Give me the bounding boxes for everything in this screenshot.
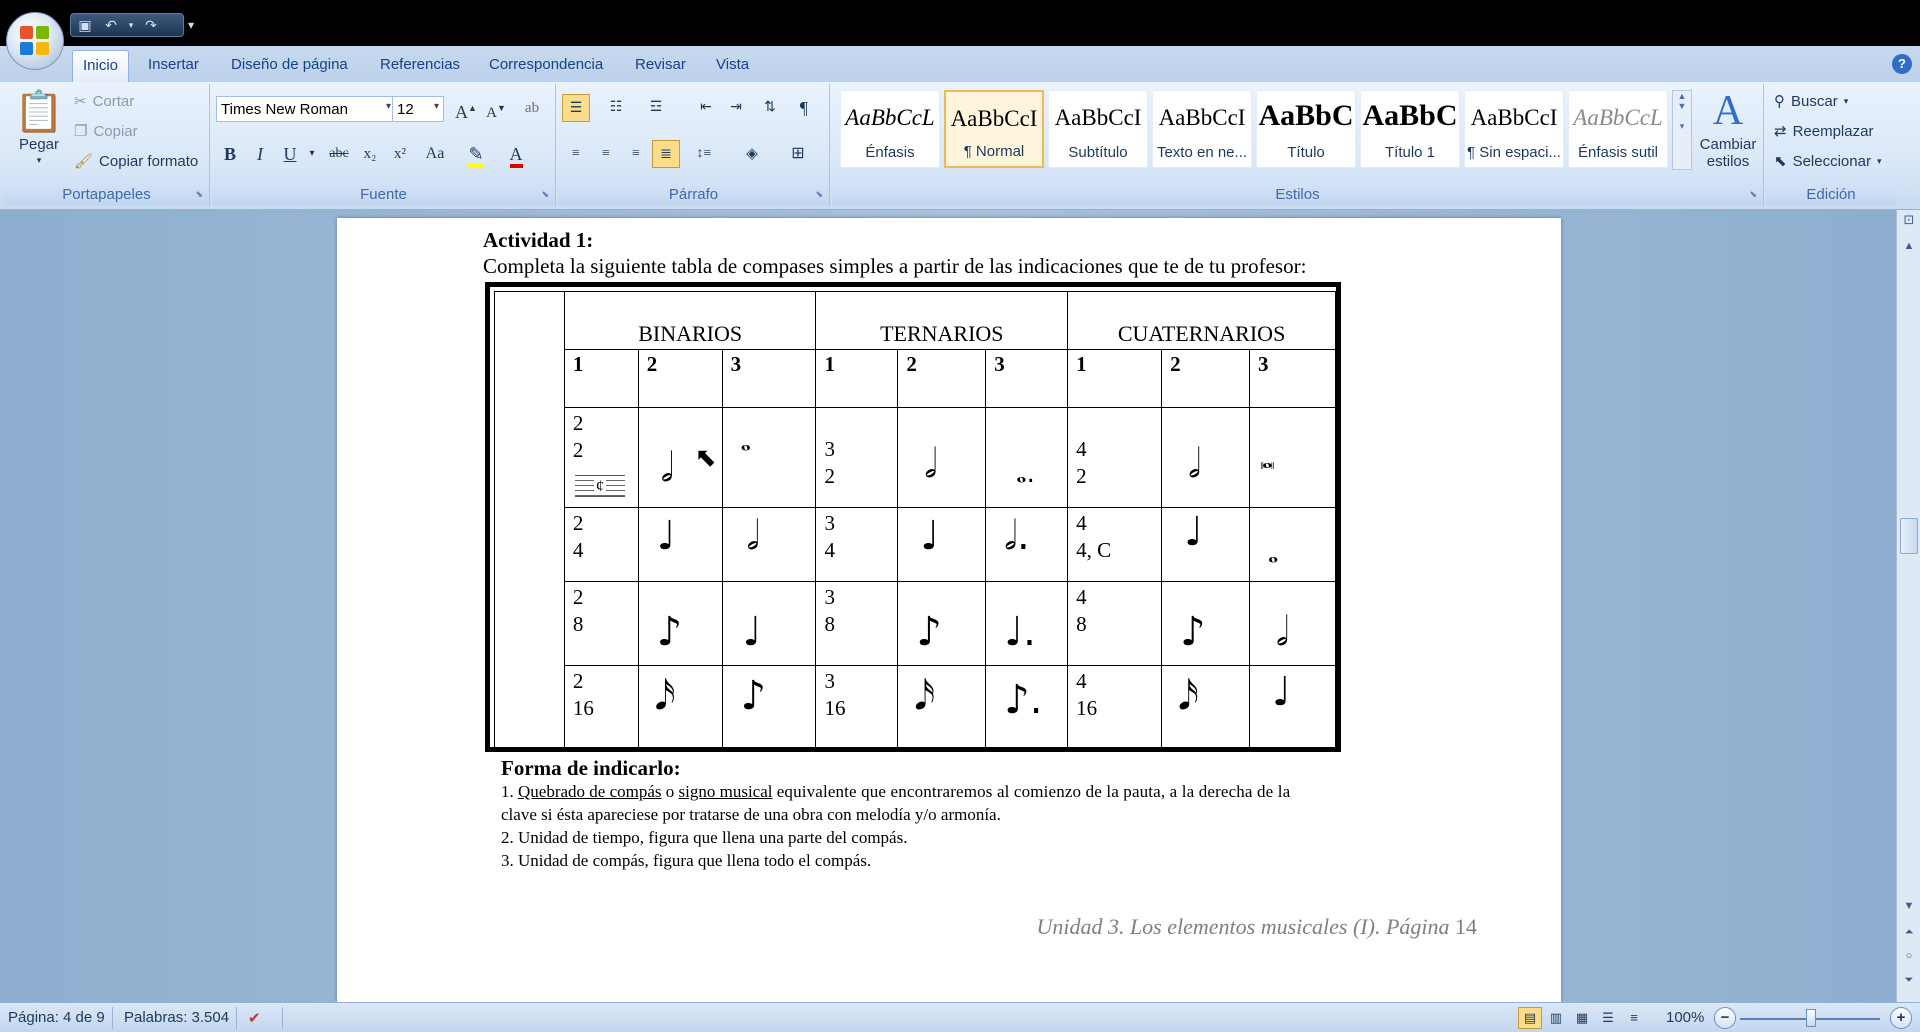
denominator: 4, C bbox=[1076, 538, 1112, 562]
increase-indent-icon[interactable]: ⇥ bbox=[730, 100, 742, 115]
subheader-cell: 3 bbox=[722, 350, 816, 408]
activity-description: Completa la siguiente tabla de compases simples a partir de las indicaciones que te de tu profesor: bbox=[483, 254, 1307, 278]
decrease-indent-icon[interactable]: ⇤ bbox=[700, 100, 712, 115]
underline-button[interactable]: U bbox=[283, 144, 297, 164]
style-normal[interactable] bbox=[944, 90, 1044, 168]
document-area bbox=[0, 210, 1896, 1002]
footer-text: Unidad 3. Los elementos musicales (I). Página bbox=[1036, 914, 1450, 939]
justify-icon[interactable]: ≣ bbox=[652, 140, 680, 168]
align-right-icon[interactable]: ≡ bbox=[632, 146, 640, 161]
print-layout-view-icon[interactable]: ▤ bbox=[1518, 1007, 1542, 1029]
whole-note-icon: 𝅝 bbox=[1268, 539, 1279, 569]
denominator: 2 bbox=[824, 464, 835, 488]
font-name-combo[interactable] bbox=[216, 96, 396, 122]
forma-item-1-continued: clave si ésta apareciese por tratarse de una obra con melodía y/o armonía. bbox=[501, 805, 1001, 824]
note-cell bbox=[986, 666, 1068, 750]
style-sample: AaBbCcI bbox=[950, 106, 1038, 131]
music-table bbox=[494, 291, 1336, 750]
breve-note-icon: 𝅜 bbox=[1260, 445, 1275, 475]
forma-item-1-text: equivalente que encontraremos al comienzo de la pauta, a la derecha de la bbox=[776, 782, 1291, 801]
dotted-half-note-icon: 𝅗𝅥. bbox=[1004, 513, 1030, 559]
replace-button[interactable] bbox=[1774, 122, 1873, 140]
half-note-icon: 𝅗𝅥 bbox=[924, 441, 938, 487]
mouse-cursor-icon: ⬉ bbox=[694, 443, 717, 473]
ribbon bbox=[0, 82, 1920, 210]
dialog-launcher-icon[interactable]: ⬊ bbox=[1749, 189, 1757, 199]
group-label-clipboard: Portapapeles bbox=[4, 184, 209, 206]
office-logo-icon bbox=[20, 26, 50, 56]
zoom-slider-thumb[interactable] bbox=[1806, 1009, 1816, 1027]
style-enfasis[interactable] bbox=[840, 90, 940, 168]
numerator: 4 bbox=[1076, 585, 1087, 609]
tab-referencias[interactable]: Referencias bbox=[380, 56, 461, 73]
dialog-launcher-icon[interactable]: ⬊ bbox=[195, 189, 203, 199]
denominator: 2 bbox=[572, 438, 584, 462]
style-name: Título 1 bbox=[1384, 144, 1436, 161]
style-name: Texto en ne... bbox=[1156, 144, 1248, 161]
quick-access-toolbar bbox=[70, 13, 184, 37]
sixteenth-note-icon: 𝅘𝅥𝅯 bbox=[914, 673, 936, 719]
format-painter-label: Copiar formato bbox=[99, 152, 199, 170]
italic-button[interactable]: I bbox=[257, 144, 263, 164]
music-table-frame bbox=[485, 282, 1341, 752]
change-styles-button[interactable] bbox=[1694, 86, 1762, 170]
copy-label: Copiar bbox=[93, 122, 138, 140]
denominator: 16 bbox=[572, 696, 594, 720]
zoom-level[interactable]: 100% bbox=[1666, 1009, 1705, 1026]
subheader-cell: 2 bbox=[638, 350, 722, 408]
style-name: Énfasis sutil bbox=[1577, 144, 1659, 161]
sort-icon[interactable]: ⇅ bbox=[764, 100, 776, 115]
half-note-icon: 𝅗𝅥 bbox=[1276, 609, 1289, 655]
group-label-paragraph: Párrafo bbox=[558, 184, 829, 206]
table-side-column bbox=[495, 292, 565, 750]
note-cell bbox=[1162, 408, 1250, 508]
style-sample: AaBbCcI bbox=[1054, 105, 1142, 130]
group-label-styles: Estilos bbox=[832, 184, 1763, 206]
status-separator bbox=[112, 1007, 113, 1029]
outline-view-icon[interactable]: ☰ bbox=[1602, 1010, 1614, 1025]
time-signature-cell bbox=[1068, 408, 1162, 508]
chevron-down-icon[interactable]: ▾ bbox=[309, 148, 315, 159]
strikethrough-button[interactable]: abc bbox=[329, 146, 349, 161]
subscript-button[interactable]: x₂ bbox=[363, 146, 377, 162]
time-signature-cell bbox=[564, 582, 638, 666]
select-label: Seleccionar bbox=[1792, 152, 1871, 170]
numerator: 3 bbox=[824, 669, 835, 693]
copy-button[interactable] bbox=[74, 122, 138, 140]
status-bar bbox=[0, 1002, 1920, 1032]
clear-format-icon[interactable]: ab bbox=[524, 100, 540, 116]
note-cell bbox=[722, 408, 816, 508]
align-left-icon[interactable]: ≡ bbox=[572, 146, 580, 161]
note-cell bbox=[638, 666, 722, 750]
numerator: 4 bbox=[1076, 511, 1087, 535]
status-separator bbox=[282, 1007, 283, 1029]
group-paragraph bbox=[558, 84, 830, 206]
cursor-icon: ⬉ bbox=[1774, 153, 1787, 170]
subheader-cell: 2 bbox=[1162, 350, 1250, 408]
tab-inicio[interactable]: Inicio bbox=[72, 50, 129, 82]
note-cell bbox=[986, 508, 1068, 582]
line-spacing-icon[interactable]: ↕≡ bbox=[696, 146, 712, 161]
pilcrow-icon[interactable]: ¶ bbox=[799, 98, 809, 118]
draft-view-icon[interactable]: ≡ bbox=[1630, 1010, 1638, 1025]
style-name: Título bbox=[1287, 144, 1325, 161]
change-styles-icon: A bbox=[1712, 88, 1744, 134]
numerator: 2 bbox=[572, 511, 584, 535]
note-cell bbox=[1162, 582, 1250, 666]
header-cuaternarios: CUATERNARIOS bbox=[1068, 292, 1336, 350]
find-button[interactable] bbox=[1774, 92, 1848, 110]
forma-item-1-number: 1. bbox=[501, 782, 514, 801]
style-name: Énfasis bbox=[865, 144, 915, 161]
font-size-value: 12 bbox=[397, 101, 414, 118]
group-label-font: Fuente bbox=[212, 184, 555, 206]
style-subtitulo[interactable] bbox=[1048, 90, 1148, 168]
replace-icon: ⇄ bbox=[1774, 123, 1787, 140]
time-signature-cell bbox=[816, 666, 898, 750]
time-signature-cell bbox=[816, 408, 898, 508]
paste-label: Pegar bbox=[18, 136, 60, 153]
status-separator bbox=[236, 1007, 237, 1029]
tab-insertar[interactable]: Insertar bbox=[148, 56, 199, 73]
denominator: 4 bbox=[824, 538, 835, 562]
cut-label: Cortar bbox=[92, 92, 135, 110]
style-enfasis-sutil[interactable] bbox=[1568, 90, 1668, 168]
dotted-whole-note-icon: 𝅝. bbox=[1016, 459, 1035, 489]
help-icon[interactable]: ? bbox=[1892, 54, 1912, 74]
group-clipboard bbox=[4, 84, 210, 206]
forma-title: Forma de indicarlo: bbox=[501, 756, 681, 780]
style-gallery bbox=[840, 90, 1664, 170]
align-center-icon[interactable]: ≡ bbox=[602, 146, 610, 161]
subheader-cell: 3 bbox=[1250, 350, 1336, 408]
half-note-icon: 𝅗𝅥 bbox=[1188, 441, 1201, 487]
highlight-icon[interactable]: ✎ bbox=[462, 140, 490, 168]
ribbon-tabs bbox=[0, 46, 1920, 82]
note-cell bbox=[986, 408, 1068, 508]
next-page-icon[interactable]: ⏷ bbox=[1904, 974, 1914, 986]
note-cell bbox=[638, 582, 722, 666]
change-case-button[interactable]: Aa bbox=[425, 145, 445, 162]
denominator: 4 bbox=[572, 538, 584, 562]
dialog-launcher-icon[interactable]: ⬊ bbox=[815, 189, 823, 199]
tab-revisar[interactable]: Revisar bbox=[635, 56, 686, 73]
numerator: 2 bbox=[572, 669, 584, 693]
note-cell bbox=[898, 508, 986, 582]
zoom-out-icon[interactable]: − bbox=[1714, 1007, 1736, 1029]
subheader-cell: 1 bbox=[816, 350, 898, 408]
style-gallery-scroll[interactable]: ▲ ▼ ▾ bbox=[1672, 90, 1692, 170]
eighth-note-icon: ♪ bbox=[1180, 609, 1206, 655]
eighth-note-icon: ♪ bbox=[740, 673, 767, 719]
numerator: 3 bbox=[824, 585, 835, 609]
note-cell bbox=[1162, 666, 1250, 750]
sixteenth-note-icon: 𝅘𝅥𝅯 bbox=[1178, 673, 1199, 719]
numerator: 4 bbox=[1076, 437, 1087, 461]
time-signature-cell bbox=[816, 582, 898, 666]
tab-diseno-pagina[interactable]: Diseño de página bbox=[231, 56, 348, 73]
previous-page-icon[interactable]: ⏶ bbox=[1904, 926, 1914, 938]
numerator: 3 bbox=[824, 511, 835, 535]
zoom-in-icon[interactable]: + bbox=[1890, 1007, 1912, 1029]
group-font bbox=[212, 84, 556, 206]
whole-note-icon: 𝅝 bbox=[740, 427, 751, 457]
note-cell bbox=[722, 508, 816, 582]
chevron-down-icon: ▾ bbox=[1843, 95, 1849, 106]
font-color-icon[interactable]: A bbox=[502, 140, 530, 168]
note-cell bbox=[898, 582, 986, 666]
denominator: 8 bbox=[572, 612, 584, 636]
numbering-icon[interactable]: ☷ bbox=[609, 100, 623, 115]
numerator: 4 bbox=[1076, 669, 1087, 693]
bold-button[interactable]: B bbox=[223, 144, 236, 164]
shading-icon[interactable]: ◈ bbox=[746, 146, 758, 162]
style-sample: AaBbCcL bbox=[1573, 105, 1663, 130]
denominator: 2 bbox=[1076, 464, 1087, 488]
activity-title: Actividad 1: bbox=[483, 228, 594, 252]
sixteenth-note-icon: 𝅘𝅥𝅯 bbox=[654, 673, 676, 719]
footer-page-number: 14 bbox=[1455, 914, 1477, 939]
page-count[interactable]: Página: 4 de 9 bbox=[8, 1009, 105, 1026]
note-cell bbox=[1250, 666, 1336, 750]
proofing-icon[interactable]: ✔ bbox=[248, 1010, 261, 1027]
style-sample: AaBbCcI bbox=[1158, 105, 1246, 130]
half-note-icon: 𝅗𝅥 bbox=[746, 513, 760, 559]
group-editing bbox=[1766, 84, 1896, 206]
ruler-toggle-icon[interactable]: ⊡ bbox=[1903, 212, 1915, 227]
note-cell bbox=[1162, 508, 1250, 582]
style-name: ¶ Normal bbox=[963, 143, 1025, 160]
alla-breve-staff-icon bbox=[575, 475, 625, 497]
shrink-font-icon[interactable]: A▼ bbox=[486, 103, 506, 121]
web-layout-icon[interactable]: ▦ bbox=[1575, 1010, 1589, 1025]
redo-icon[interactable]: ↷ bbox=[145, 17, 157, 33]
time-signature-cell bbox=[564, 508, 638, 582]
note-cell bbox=[898, 666, 986, 750]
note-cell bbox=[1250, 408, 1336, 508]
numerator: 2 bbox=[572, 585, 584, 609]
half-note-icon: 𝅗𝅥 bbox=[660, 445, 674, 491]
style-texto-negrita[interactable] bbox=[1152, 90, 1252, 168]
style-name: ¶ Sin espaci... bbox=[1467, 144, 1561, 161]
quarter-note-icon: ♩ bbox=[1184, 509, 1203, 555]
style-titulo[interactable] bbox=[1256, 90, 1356, 168]
save-icon[interactable]: ▣ bbox=[78, 17, 92, 33]
style-titulo-1[interactable] bbox=[1360, 90, 1460, 168]
word-count[interactable]: Palabras: 3.504 bbox=[124, 1009, 230, 1026]
change-styles-label: Cambiar estilos bbox=[1699, 136, 1757, 170]
note-cell bbox=[1250, 508, 1336, 582]
multilevel-list-icon[interactable]: ☲ bbox=[649, 100, 663, 115]
vertical-scrollbar[interactable] bbox=[1896, 210, 1920, 1002]
time-signature-cell bbox=[564, 666, 638, 750]
undo-dropdown-icon[interactable]: ▾ bbox=[128, 20, 134, 30]
dialog-launcher-icon[interactable]: ⬊ bbox=[541, 189, 549, 199]
style-sample: AaBbCcI bbox=[1470, 105, 1558, 130]
group-label-editing: Edición bbox=[1766, 184, 1896, 206]
paste-button[interactable] bbox=[12, 90, 66, 166]
dotted-quarter-note-icon: ♩. bbox=[1004, 609, 1036, 655]
time-signature-cell bbox=[1068, 508, 1162, 582]
note-cell bbox=[986, 582, 1068, 666]
page-footer bbox=[1036, 914, 1477, 940]
title-bar bbox=[0, 0, 1920, 46]
numerator: 2 bbox=[572, 411, 584, 435]
dotted-eighth-note-icon: ♪. bbox=[1004, 677, 1043, 723]
tab-correspondencia[interactable]: Correspondencia bbox=[489, 56, 604, 73]
forma-term-quebrado: Quebrado de compás bbox=[518, 782, 662, 801]
style-sample: AaBbC bbox=[1258, 99, 1354, 132]
forma-connector: o bbox=[665, 782, 675, 801]
alla-breve-symbol: ¢ bbox=[595, 478, 604, 495]
note-cell bbox=[1250, 582, 1336, 666]
scroll-thumb[interactable] bbox=[1900, 518, 1918, 554]
forma-term-signo: signo musical bbox=[678, 782, 773, 801]
subheader-cell: 1 bbox=[1068, 350, 1162, 408]
subheader-cell: 3 bbox=[986, 350, 1068, 408]
brush-icon: 🖌 bbox=[74, 153, 94, 170]
bullets-icon[interactable]: ☰ bbox=[562, 94, 590, 122]
cut-button[interactable] bbox=[74, 92, 134, 110]
style-sin-espaciado[interactable] bbox=[1464, 90, 1564, 168]
quarter-note-icon: ♩ bbox=[920, 513, 940, 559]
note-cell bbox=[722, 666, 816, 750]
style-name: Subtítulo bbox=[1068, 144, 1128, 161]
time-signature-cell bbox=[816, 508, 898, 582]
borders-icon[interactable]: ⊞ bbox=[791, 145, 805, 162]
eighth-note-icon: ♪ bbox=[916, 609, 942, 655]
document-page[interactable] bbox=[337, 218, 1561, 1002]
quarter-note-icon: ♩ bbox=[742, 609, 762, 655]
subheader-cell: 2 bbox=[898, 350, 986, 408]
font-size-combo[interactable] bbox=[392, 96, 444, 122]
forma-item-2: 2. Unidad de tiempo, figura que llena una parte del compás. bbox=[501, 828, 908, 847]
subheader-cell: 1 bbox=[564, 350, 638, 408]
eighth-note-icon: ♪ bbox=[656, 609, 683, 655]
customize-icon[interactable]: ▾ bbox=[188, 18, 195, 32]
tab-vista[interactable]: Vista bbox=[716, 56, 750, 73]
office-button[interactable] bbox=[6, 12, 64, 70]
time-signature-cell bbox=[1068, 582, 1162, 666]
denominator: 8 bbox=[824, 612, 835, 636]
browse-object-icon[interactable]: ○ bbox=[1905, 950, 1913, 962]
note-cell bbox=[638, 508, 722, 582]
font-name-value: Times New Roman bbox=[221, 101, 348, 118]
style-sample: AaBbCcL bbox=[845, 105, 935, 130]
note-cell bbox=[722, 582, 816, 666]
chevron-down-icon: ▾ bbox=[385, 101, 391, 112]
style-sample: AaBbC bbox=[1362, 99, 1458, 132]
chevron-down-icon: ▾ bbox=[36, 155, 42, 165]
denominator: 16 bbox=[1076, 696, 1098, 720]
select-button[interactable] bbox=[1774, 152, 1882, 170]
forma-item-1 bbox=[501, 782, 1290, 802]
scroll-up-icon[interactable]: ▲ bbox=[1903, 240, 1915, 252]
quarter-note-icon: ♩ bbox=[1272, 669, 1291, 715]
time-signature-cell bbox=[564, 408, 638, 508]
header-binarios: BINARIOS bbox=[564, 292, 816, 350]
quarter-note-icon: ♩ bbox=[656, 513, 676, 559]
full-screen-reading-icon[interactable]: ▥ bbox=[1549, 1010, 1563, 1025]
copy-icon: ❐ bbox=[74, 123, 88, 140]
chevron-down-icon: ▾ bbox=[1876, 155, 1882, 166]
grow-font-icon[interactable]: A▲ bbox=[455, 102, 477, 122]
note-cell bbox=[638, 408, 722, 508]
note-cell bbox=[898, 408, 986, 508]
format-painter-button[interactable] bbox=[74, 152, 198, 170]
clipboard-icon: 📋 bbox=[14, 90, 64, 134]
scroll-down-icon[interactable]: ▼ bbox=[1903, 900, 1915, 912]
forma-item-3: 3. Unidad de compás, figura que llena todo el compás. bbox=[501, 851, 872, 870]
replace-label: Reemplazar bbox=[1792, 122, 1874, 140]
superscript-button[interactable]: x² bbox=[394, 146, 406, 162]
time-signature-cell bbox=[1068, 666, 1162, 750]
numerator: 3 bbox=[824, 437, 835, 461]
denominator: 8 bbox=[1076, 612, 1087, 636]
denominator: 16 bbox=[824, 696, 846, 720]
chevron-down-icon: ▾ bbox=[433, 101, 439, 112]
scissors-icon: ✂ bbox=[74, 93, 87, 110]
header-ternarios: TERNARIOS bbox=[816, 292, 1068, 350]
find-label: Buscar bbox=[1791, 92, 1838, 110]
undo-icon[interactable]: ↶ bbox=[105, 17, 117, 33]
binoculars-icon: ⚲ bbox=[1774, 93, 1785, 110]
